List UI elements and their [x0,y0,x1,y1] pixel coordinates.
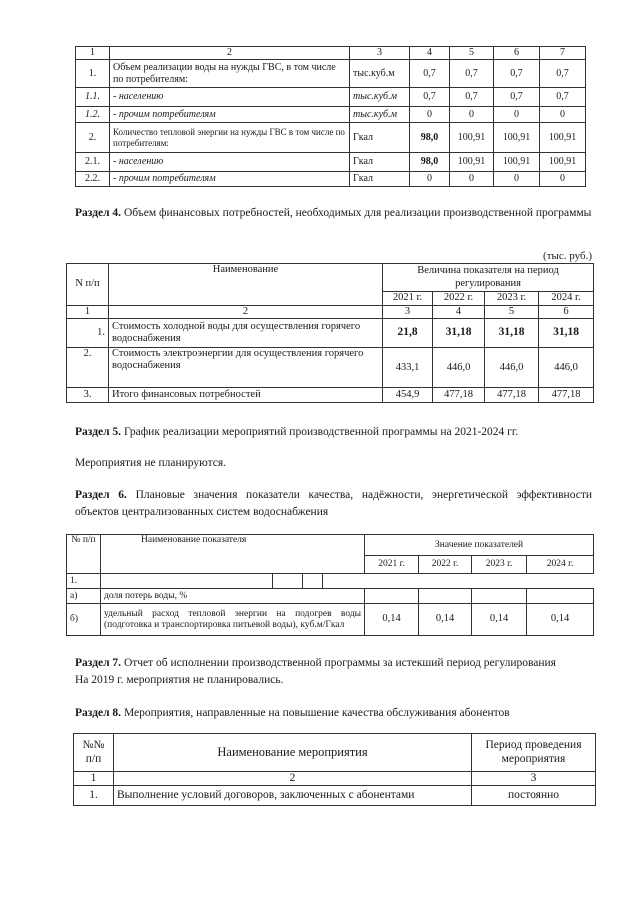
value-cell: 477,18 [485,388,539,403]
index-cell: 3 [383,306,433,319]
value-cell: 0,7 [410,88,450,107]
index-cell: 1 [67,306,109,319]
value-cell [365,589,419,604]
header-name: Наименование показателя [101,535,365,574]
blank-cell [323,574,594,589]
value-cell: 0 [450,107,494,123]
blank-cell [303,574,323,589]
year-cell: 2021 г. [383,292,433,306]
row-name: Объем реализации воды на нужды ГВС, в том числе по потребителям: [110,60,350,88]
table-row [67,348,594,388]
row-number: 1.2. [76,107,110,123]
header-name: Наименование [109,264,383,306]
row-name: - населению [110,153,350,172]
value-cell: 0 [540,172,586,187]
value-cell: 31,18 [539,319,594,348]
header-num: №№ п/п [74,734,114,772]
table-row [67,589,594,604]
value-cell: 100,91 [450,123,494,153]
value-cell: 100,91 [494,153,540,172]
header-num: N п/п [67,264,109,306]
value-cell: 0,7 [494,60,540,88]
table-index-row [74,772,596,786]
row-number: 1. [67,574,101,589]
row-number: 1. [74,786,114,806]
value-cell: 433,1 [383,348,433,388]
table-row [67,388,594,403]
index-cell: 2 [109,306,383,319]
row-name: доля потерь воды, % [101,589,365,604]
table-row [74,786,596,806]
value-cell [419,589,472,604]
year-cell: 2024 г. [527,556,594,574]
gvs-volume-table [75,46,586,187]
row-name: - населению [110,88,350,107]
value-cell: 0,7 [450,60,494,88]
section-title: Отчет об исполнении производственной программы за истекший период регулирования [123,657,556,669]
table-header-row [74,734,596,772]
section-6-heading [75,487,592,521]
header-period: Период проведения мероприятия [472,734,596,772]
section-title: Плановые значения показатели качества, надёжности, энергетической эффективности объектов централизованных систем водоснабжения [75,489,593,518]
row-period: постоянно [472,786,596,806]
value-cell: 446,0 [433,348,485,388]
row-number: б) [67,604,101,636]
value-cell: 0,7 [410,60,450,88]
section-5-note: Мероприятия не планируются. [75,457,227,469]
index-cell: 5 [485,306,539,319]
header-cell: 7 [540,47,586,60]
value-cell: 31,18 [485,319,539,348]
value-cell: 0,14 [365,604,419,636]
index-cell: 4 [433,306,485,319]
row-number: 2.1. [76,153,110,172]
quality-indicators-table [66,534,594,636]
blank-cell [101,574,273,589]
table-row [76,60,586,88]
row-number: 2.2. [76,172,110,187]
table-header-row [67,264,594,292]
header-name: Наименование мероприятия [114,734,472,772]
value-cell: 0 [494,172,540,187]
row-name: Количество тепловой энергии на нужды ГВС в том числе по потребителям: [110,123,350,153]
table-row [67,574,594,589]
row-unit: тыс.куб.м [350,88,410,107]
header-value: Величина показателя на период регулирования [383,264,594,292]
row-name: Выполнение условий договоров, заключенных с абонентами [114,786,472,806]
table-row [76,88,586,107]
index-cell: 2 [114,772,472,786]
table-header-row [76,47,586,60]
value-cell: 0,14 [527,604,594,636]
value-cell: 100,91 [450,153,494,172]
value-cell: 100,91 [540,153,586,172]
value-cell: 0,14 [472,604,527,636]
section-title: Мероприятия, направленные на повышение качества обслуживания абонентов [123,707,510,719]
value-cell [472,589,527,604]
header-num: № п/п [67,535,101,574]
table-index-row [67,306,594,319]
table-row [76,153,586,172]
row-unit: тыс.куб.м [350,107,410,123]
table-row [67,604,594,636]
blank-cell [273,574,303,589]
header-cell: 1 [76,47,110,60]
section-label: Раздел 6. [75,489,127,501]
year-cell: 2024 г. [539,292,594,306]
value-cell: 0,14 [419,604,472,636]
value-cell: 446,0 [539,348,594,388]
table-row [67,319,594,348]
section-5-heading [75,424,592,441]
row-name: удельный расход тепловой энергии на подогрев воды (подготовка и транспортировка питьевой воды), куб.м/Гкал [101,604,365,636]
year-cell: 2023 г. [485,292,539,306]
value-cell: 0,7 [540,60,586,88]
index-cell: 3 [472,772,596,786]
value-cell: 0,7 [450,88,494,107]
section-7-heading [75,655,605,672]
index-cell: 1 [74,772,114,786]
year-cell: 2021 г. [365,556,419,574]
value-cell: 446,0 [485,348,539,388]
header-value: Значение показателей [365,535,594,556]
section-label: Раздел 4. [75,207,122,219]
row-unit: Гкал [350,153,410,172]
value-cell: 100,91 [494,123,540,153]
service-measures-table [73,733,596,806]
row-number: 3. [67,388,109,403]
row-number: 1. [67,319,109,348]
section-label: Раздел 8. [75,707,122,719]
value-cell: 0 [410,107,450,123]
row-name: Стоимость электроэнергии для осуществления горячего водоснабжения [109,348,383,388]
value-cell: 0 [450,172,494,187]
header-cell: 5 [450,47,494,60]
financial-needs-table [66,263,594,403]
row-name: - прочим потребителям [110,172,350,187]
unit-note: (тыс. руб.) [543,250,592,262]
section-label: Раздел 5. [75,426,122,438]
header-cell: 3 [350,47,410,60]
row-name: Стоимость холодной воды для осуществления горячего водоснабжения [109,319,383,348]
value-cell: 100,91 [540,123,586,153]
table-row [76,172,586,187]
value-cell: 0 [494,107,540,123]
value-cell: 98,0 [410,153,450,172]
row-unit: тыс.куб.м [350,60,410,88]
value-cell: 477,18 [539,388,594,403]
value-cell: 98,0 [410,123,450,153]
row-number: 2. [76,123,110,153]
section-title: Объем финансовых потребностей, необходимых для реализации производственной программы [123,207,592,219]
index-cell: 6 [539,306,594,319]
row-number: 1.1. [76,88,110,107]
value-cell: 21,8 [383,319,433,348]
row-unit: Гкал [350,123,410,153]
row-name: Итого финансовых потребностей [109,388,383,403]
header-cell: 4 [410,47,450,60]
year-cell: 2022 г. [433,292,485,306]
row-number: 1. [76,60,110,88]
section-8-heading [75,705,592,722]
table-row [76,123,586,153]
section-title: График реализации мероприятий производственной программы на 2021-2024 гг. [123,426,519,438]
value-cell [527,589,594,604]
value-cell: 454,9 [383,388,433,403]
value-cell: 0 [410,172,450,187]
value-cell: 0,7 [494,88,540,107]
value-cell: 477,18 [433,388,485,403]
row-number: а) [67,589,101,604]
value-cell: 0 [540,107,586,123]
year-cell: 2023 г. [472,556,527,574]
row-unit: Гкал [350,172,410,187]
value-cell: 0,7 [540,88,586,107]
year-cell: 2022 г. [419,556,472,574]
row-number: 2. [67,348,109,388]
header-cell: 6 [494,47,540,60]
header-cell: 2 [110,47,350,60]
section-4-heading [75,205,592,222]
section-label: Раздел 7. [75,657,122,669]
section-7-note: На 2019 г. мероприятия не планировались. [75,674,284,686]
value-cell: 31,18 [433,319,485,348]
table-header-row [67,535,594,556]
table-row [76,107,586,123]
row-name: - прочим потребителям [110,107,350,123]
